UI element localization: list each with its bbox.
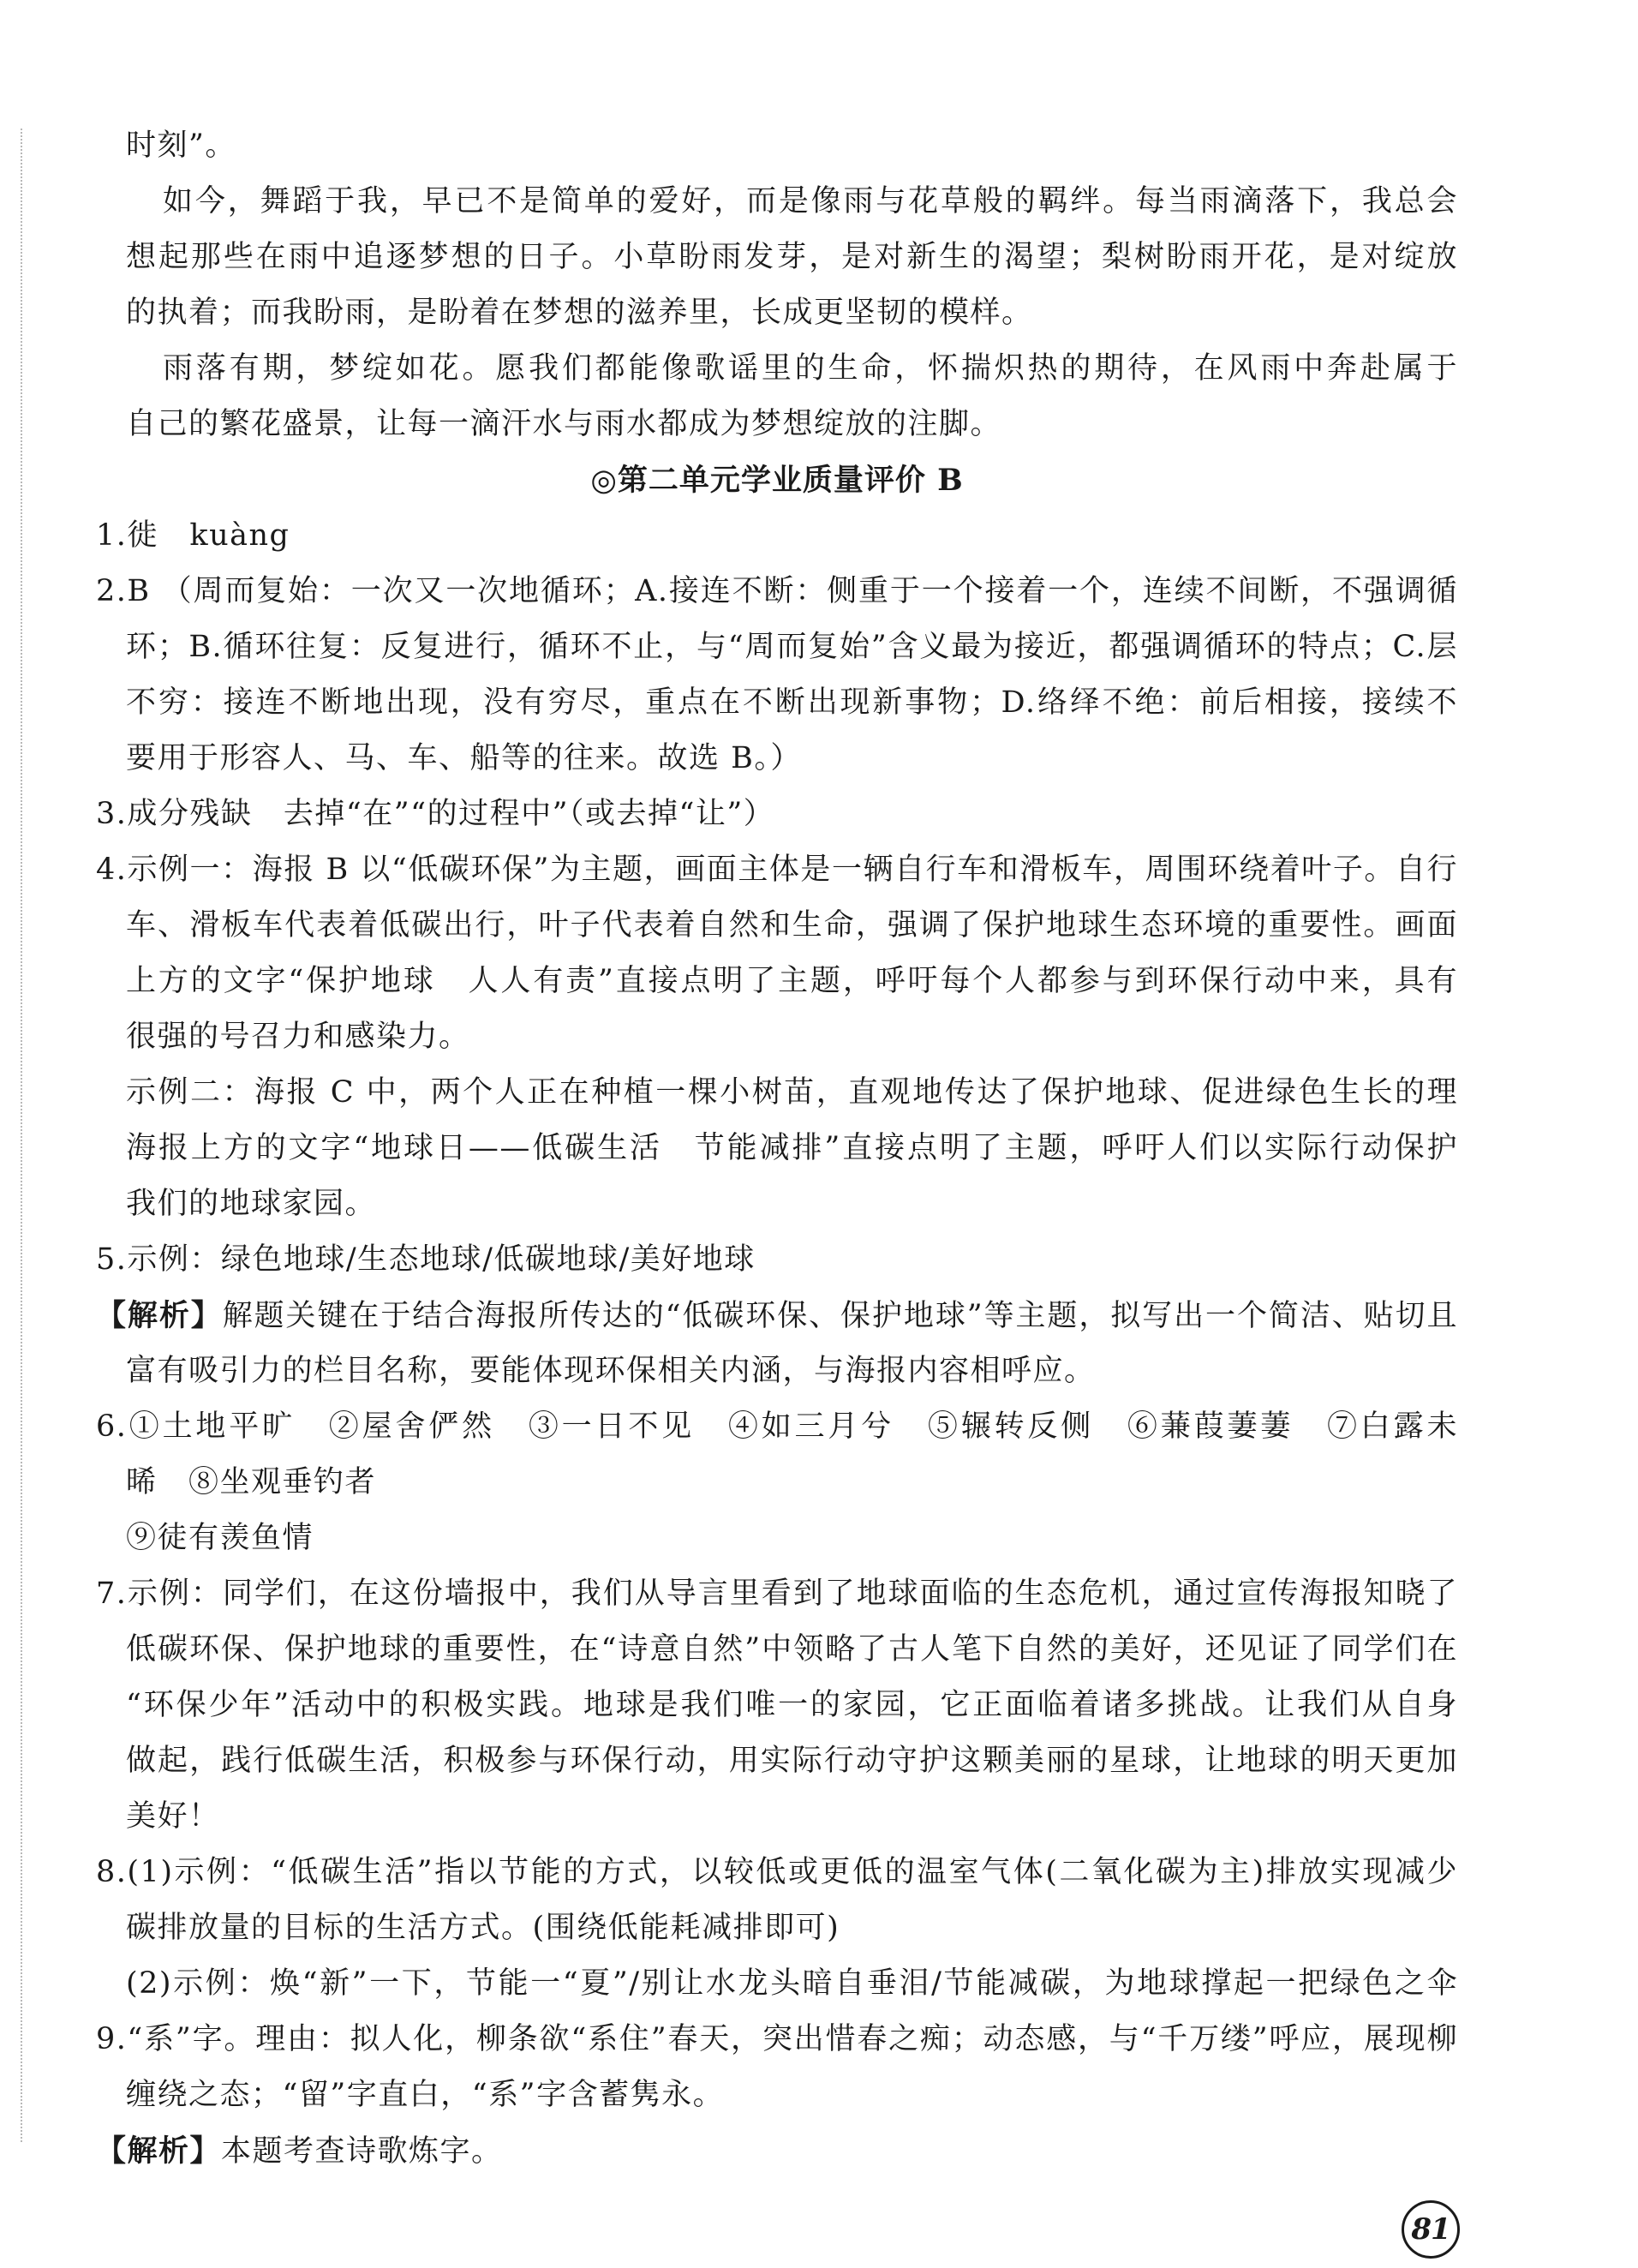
answer-9-analysis bbox=[96, 2123, 1458, 2179]
answer-4-line: 很强的号召力和感染力。 bbox=[126, 1020, 470, 1054]
essay-line: 自己的繁花盛景，让每一滴汗水与雨水都成为梦想绽放的注脚。 bbox=[126, 407, 1002, 441]
answer-9-line: 缠绕之态；“留”字直白，“系”字含蓄隽永。 bbox=[126, 2078, 725, 2112]
essay-line: 想起那些在雨中追逐梦想的日子。小草盼雨发芽，是对新生的渴望；梨树盼雨开花，是对绽放 bbox=[126, 240, 1458, 274]
answer-4-line: 4.示例一：海报 B 以“低碳环保”为主题，画面主体是一辆自行车和滑板车，周围环绕着叶子。自行 bbox=[96, 853, 1458, 887]
answer-1: 1.徙 kuàng bbox=[96, 518, 290, 553]
answer-4-line: 示例二：海报 C 中，两个人正在种植一棵小树苗，直观地传达了保护地球、促进绿色生长的理 bbox=[126, 1075, 1458, 1110]
analysis-tag: 【解析】 bbox=[96, 2133, 222, 2169]
answer-8-line: (2)示例：焕“新”一下，节能一“夏”/别让水龙头暗自垂泪/节能减碳，为地球撑起一把绿色之伞 bbox=[126, 1966, 1458, 2001]
analysis-text: 解题关键在于结合海报所传达的“低碳环保、保护地球”等主题，拟写出一个简洁、贴切且 bbox=[222, 1299, 1458, 1333]
answer-4-line: 上方的文字“保护地球 人人有责”直接点明了主题，呼吁每个人都参与到环保行动中来，具有 bbox=[126, 964, 1458, 998]
answer-6-line: ⑨徒有羡鱼情 bbox=[126, 1521, 314, 1555]
essay-line: 雨落有期，梦绽如花。愿我们都能像歌谣里的生命，怀揣炽热的期待，在风雨中奔赴属于 bbox=[163, 351, 1458, 386]
section-heading: ◎第二单元学业质量评价 B bbox=[590, 463, 964, 498]
answer-2-line: 要用于形容人、马、车、船等的往来。故选 B。） bbox=[126, 741, 802, 775]
answer-6-line: 晞 ⑧坐观垂钓者 bbox=[126, 1465, 377, 1499]
answer-2-line: 不穷：接连不断地出现，没有穷尽，重点在不断出现新事物；D.络绎不绝：前后相接，接续不 bbox=[126, 685, 1458, 720]
answer-8-line: 碳排放量的目标的生活方式。(围绕低能耗减排即可) bbox=[126, 1911, 840, 1945]
page-number: 81 bbox=[1402, 2200, 1460, 2259]
answer-5: 5.示例：绿色地球/生态地球/低碳地球/美好地球 bbox=[96, 1242, 756, 1277]
answer-5-analysis-line: 富有吸引力的栏目名称，要能体现环保相关内涵，与海报内容相呼应。 bbox=[126, 1354, 1096, 1388]
answer-4-line: 我们的地球家园。 bbox=[126, 1187, 377, 1221]
essay-line: 如今，舞蹈于我，早已不是简单的爱好，而是像雨与花草般的羁绊。每当雨滴落下，我总会 bbox=[163, 184, 1458, 218]
answer-7-line: 低碳环保、保护地球的重要性，在“诗意自然”中领略了古人笔下自然的美好，还见证了同学们在 bbox=[126, 1632, 1458, 1667]
analysis-text: 本题考查诗歌炼字。 bbox=[221, 2134, 503, 2169]
answer-8-line: 8.(1)示例：“低碳生活”指以节能的方式，以较低或更低的温室气体(二氧化碳为主)排放实现减少 bbox=[96, 1855, 1458, 1889]
page-content bbox=[96, 118, 1458, 2179]
answer-9-line: 9.“系”字。理由：拟人化，柳条欲“系住”春天，突出惜春之痴；动态感，与“千万缕”呼应，展现柳 bbox=[96, 2022, 1458, 2056]
answer-7-line: 做起，践行低碳生活，积极参与环保行动，用实际行动守护这颗美丽的星球，让地球的明天更加 bbox=[126, 1744, 1458, 1778]
answer-7-line: 美好！ bbox=[126, 1799, 220, 1834]
answer-5-analysis bbox=[96, 1288, 1458, 1343]
answer-2-line: 环；B.循环往复：反复进行，循环不止，与“周而复始”含义最为接近，都强调循环的特点；C.层 bbox=[126, 630, 1458, 664]
answer-4-line: 海报上方的文字“地球日——低碳生活 节能减排”直接点明了主题，呼吁人们以实际行动保护 bbox=[126, 1131, 1458, 1165]
answer-3: 3.成分残缺 去掉“在”“的过程中”（或去掉“让”） bbox=[96, 797, 775, 831]
answer-6-line: 6.①土地平旷 ②屋舍俨然 ③一日不见 ④如三月兮 ⑤辗转反侧 ⑥蒹葭萋萋 ⑦白露未 bbox=[96, 1409, 1458, 1444]
essay-line: 的执着；而我盼雨，是盼着在梦想的滋养里，长成更坚韧的模样。 bbox=[126, 296, 1033, 330]
essay-line: 时刻”。 bbox=[126, 129, 236, 163]
analysis-tag: 【解析】 bbox=[96, 1298, 223, 1333]
answer-2-line: 2.B （周而复始：一次又一次地循环；A.接连不断：侧重于一个接着一个，连续不间断，不强调循 bbox=[96, 574, 1458, 608]
answer-7-line: 7.示例：同学们，在这份墙报中，我们从导言里看到了地球面临的生态危机，通过宣传海报知晓了 bbox=[96, 1577, 1458, 1611]
answer-7-line: “环保少年”活动中的积极实践。地球是我们唯一的家园，它正面临着诸多挑战。让我们从自身 bbox=[126, 1688, 1458, 1722]
answer-4-line: 车、滑板车代表着低碳出行，叶子代表着自然和生命，强调了保护地球生态环境的重要性。画面 bbox=[126, 908, 1458, 943]
binding-margin-rule bbox=[21, 129, 22, 2142]
